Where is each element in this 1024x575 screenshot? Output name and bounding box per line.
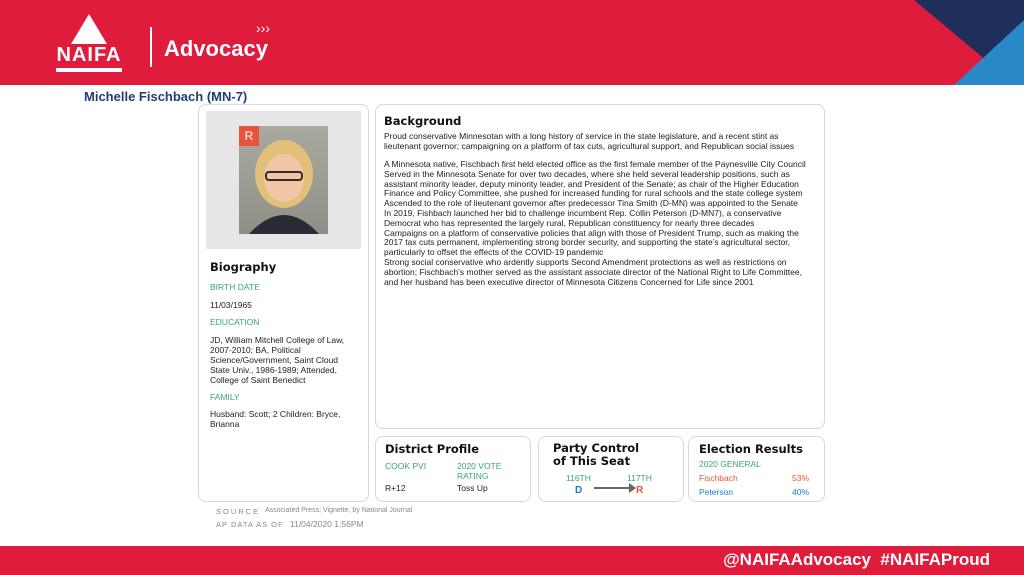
party-change-arrow-icon	[594, 487, 630, 489]
cook-pvi-label: COOK PVI	[385, 461, 427, 471]
naifa-advocacy-logo[interactable]	[50, 14, 268, 76]
from-party: D	[575, 485, 583, 496]
background-line: A Minnesota native, Fischbach first held elected office as the first female member of the Paynesville City Council	[384, 159, 806, 169]
congress-117-label: 117TH	[627, 473, 652, 483]
chevrons-icon: ›››	[256, 20, 270, 36]
candidate-pct: 40%	[792, 487, 810, 497]
background-line: In 2019, Fishbach launched her bid to challenge incumbent Rep. Collin Peterson (D-MN7), a conservative Democrat who has represented the largely rural, Republican constituency for nearly three decades	[384, 207, 782, 228]
page-title: Michelle Fischbach (MN-7)	[84, 89, 248, 104]
footer-hashtags: @NAIFAAdvocacy #NAIFAProud	[723, 550, 990, 569]
background-summary: Proud conservative Minnesotan with a long history of service in the state legislature, and a recent stint as lieutenant governor; campaigning on a platform of tax cuts, agricultural support, and Republican social issues	[384, 131, 795, 151]
naifa-wordmark: NAIFA	[56, 44, 122, 66]
cook-pvi-value: R+12	[385, 483, 406, 493]
header-blue-triangle	[824, 0, 1024, 85]
education-label: EDUCATION	[210, 317, 260, 327]
biography-title: Biography	[210, 260, 277, 274]
candidate-name: Fischbach	[699, 473, 738, 483]
candidate-name: Peterson	[699, 487, 734, 497]
congress-116-label: 116TH	[566, 473, 591, 483]
election-results-title: Election Results	[699, 442, 803, 456]
education-value: JD, William Mitchell College of Law, 2007-2010; BA, Political Science/Government, Saint Cloud State Univ., 1986-1989; Attended, College of Saint Benedict	[210, 335, 345, 385]
family-value: Husband: Scott; 2 Children: Bryce, Brianna	[210, 409, 341, 429]
background-card	[375, 104, 825, 429]
election-subtitle: 2020 GENERAL	[699, 459, 761, 469]
photo-container	[206, 111, 361, 249]
background-title: Background	[384, 114, 462, 128]
family-label: FAMILY	[210, 392, 240, 402]
candidate-pct: 53%	[792, 473, 810, 483]
district-profile-card	[375, 436, 531, 502]
birth-date-value: 11/03/1965	[210, 300, 252, 310]
logo-divider	[150, 27, 152, 67]
to-party: R	[636, 485, 644, 496]
background-line: Campaigns on a platform of conservative policies that align with those of President Trump, such as making the 2017 tax cuts permanent, implementing strong border security, and supporting the state’s agricultural sector, particularly to offset the effects of the COVID-19 pandemic	[384, 227, 799, 258]
ap-data-date: 11/04/2020 1:56PM	[290, 519, 364, 529]
birth-date-label: BIRTH DATE	[210, 282, 260, 292]
election-results-card	[688, 436, 825, 502]
profile-card	[198, 104, 369, 502]
header-banner	[0, 0, 1024, 85]
ap-data-label: AP DATA AS OF	[216, 520, 284, 529]
portrait-photo	[239, 126, 328, 234]
advocacy-wordmark: Advocacy	[164, 36, 268, 61]
source-text: Associated Press; Vignette, by National Journal	[265, 507, 413, 514]
background-details	[384, 160, 816, 287]
vote-rating-value: Toss Up	[457, 483, 488, 493]
party-control-card	[538, 436, 684, 502]
vote-rating-label: 2020 VOTE RATING	[457, 461, 502, 481]
district-profile-title: District Profile	[385, 442, 480, 456]
background-line: Strong social conservative who ardently supports Second Amendment protections as well as restrictions on abortion; Fischbach’s mother served as the assistant associate director of the National Right to Life Committee, and her husband has been executive director of Minnesota Citizens Concerned for Life since 2001	[384, 256, 802, 287]
party-badge: R	[239, 126, 259, 146]
background-line: Served in the Minnesota Senate for over two decades, where she held several leadership positions, such as assistant minority leader, deputy minority leader, and President of the Senate; as chair of the Higher Education Finance and Policy Committee, she pushed for increased funding for rural schools and the state college system	[384, 168, 803, 199]
source-label: SOURCE	[216, 507, 261, 516]
footer-banner	[0, 546, 1024, 575]
naifa-logo-icon	[50, 14, 128, 76]
party-control-title: Party Control of This Seat	[553, 441, 640, 468]
background-line: Ascended to the role of lieutenant governor after predecessor Tina Smith (D-MN) was appointed to the Senate	[384, 198, 798, 209]
